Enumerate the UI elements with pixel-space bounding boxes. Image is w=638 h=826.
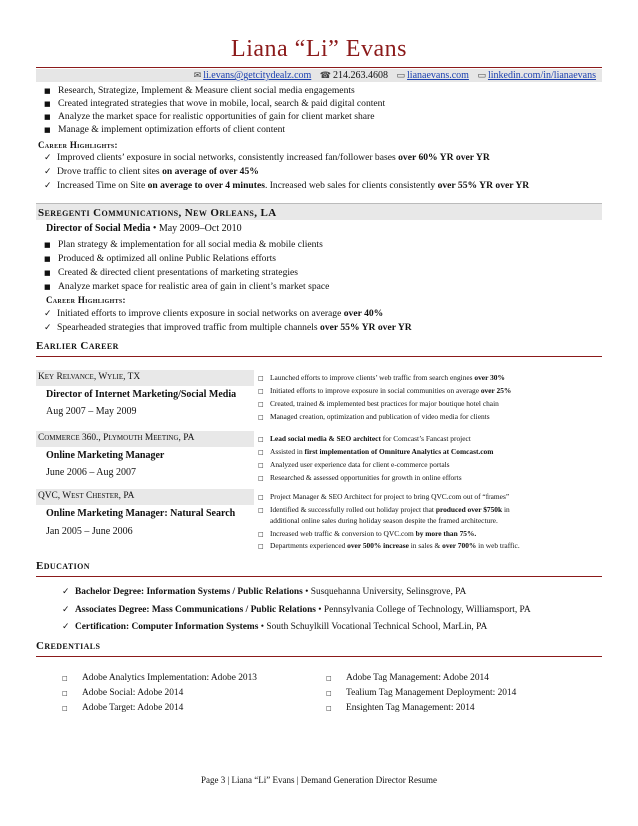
list-item: ■ Analyze market space for realistic area of gain in client’s market space bbox=[44, 281, 330, 292]
section-rule bbox=[36, 576, 602, 577]
section-title-earlier-career: Earlier Career bbox=[36, 340, 119, 352]
section-title-credentials: Credentials bbox=[36, 640, 101, 652]
square-bullet-icon: ■ bbox=[44, 100, 51, 108]
email-icon: ✉ bbox=[193, 71, 202, 81]
list-item: □ Assisted in first implementation of Omniture Analytics at Comcast.com bbox=[258, 447, 494, 456]
hollow-square-icon: □ bbox=[326, 705, 332, 712]
list-item: □ Adobe Social: Adobe 2014 bbox=[62, 688, 184, 698]
name-divider bbox=[36, 67, 602, 68]
hollow-square-icon: □ bbox=[258, 507, 264, 514]
list-item: □ Initiated efforts to improve exposure in social communities on average over 25% bbox=[258, 386, 512, 395]
divider bbox=[36, 203, 602, 204]
section-rule bbox=[36, 656, 602, 657]
checkmark-icon: ✓ bbox=[62, 605, 70, 615]
list-item: □ Increased web traffic & conversion to QVC.com by more than 75%. bbox=[258, 529, 477, 538]
list-item: ✓ Increased Time on Site on average to over 4 minutes. Increased web sales for clients consistently over 55% YR over YR bbox=[44, 180, 530, 191]
list-item: □ Created, trained & implemented best practices for major boutique hotel chain bbox=[258, 399, 499, 408]
employer-name: Key Relvance, Wylie, TX bbox=[38, 372, 141, 382]
job-role: Online Marketing Manager: Natural Search bbox=[46, 508, 236, 519]
job-role: Director of Social Media • May 2009–Oct 2010 bbox=[46, 223, 242, 234]
hollow-square-icon: □ bbox=[258, 375, 264, 382]
checkmark-icon: ✓ bbox=[44, 323, 52, 333]
checkmark-icon: ✓ bbox=[62, 622, 70, 632]
phone-number: 214.263.4608 bbox=[333, 70, 389, 81]
contact-bar bbox=[36, 69, 602, 82]
list-item-continuation: additional online sales during holiday season despite the framed architecture. bbox=[270, 516, 498, 525]
list-item: □ Launched efforts to improve clients’ web traffic from search engines over 30% bbox=[258, 373, 505, 382]
hollow-square-icon: □ bbox=[258, 388, 264, 395]
job-dates: June 2006 – Aug 2007 bbox=[46, 467, 136, 478]
checkmark-icon: ✓ bbox=[44, 167, 52, 177]
hollow-square-icon: □ bbox=[258, 531, 264, 538]
website-link[interactable]: lianaevans.com bbox=[407, 70, 469, 81]
list-item: ■ Plan strategy & implementation for all social media & mobile clients bbox=[44, 239, 323, 250]
hollow-square-icon: □ bbox=[62, 675, 68, 682]
square-bullet-icon: ■ bbox=[44, 126, 51, 134]
phone-icon: ☎ bbox=[319, 71, 332, 81]
list-item: ■ Produced & optimized all online Public Relations efforts bbox=[44, 253, 277, 264]
laptop-icon: ▭ bbox=[477, 71, 486, 81]
list-item: ✓ Certification: Computer Information Systems • South Schuylkill Vocational Technical School, MarLin, PA bbox=[62, 622, 488, 632]
hollow-square-icon: □ bbox=[258, 543, 264, 550]
section-rule bbox=[36, 356, 602, 357]
list-item: □ Adobe Target: Adobe 2014 bbox=[62, 703, 184, 713]
employer-name: Commerce 360., Plymouth Meeting, PA bbox=[38, 433, 195, 443]
linkedin-link[interactable]: linkedin.com/in/lianaevans bbox=[487, 70, 596, 81]
list-item: ✓ Drove traffic to client sites on average of over 45% bbox=[44, 166, 259, 177]
job-dates: Jan 2005 – June 2006 bbox=[46, 526, 133, 537]
candidate-name: Liana “Li” Evans bbox=[231, 36, 407, 62]
hollow-square-icon: □ bbox=[326, 675, 332, 682]
highlights-label: Career Highlights: bbox=[46, 295, 126, 305]
list-item: □ Managed creation, optimization and publication of video media for clients bbox=[258, 412, 490, 421]
list-item: □ Ensighten Tag Management: 2014 bbox=[326, 703, 475, 713]
email-link[interactable]: li.evans@getcitydealz.com bbox=[203, 70, 312, 81]
highlights-label: Career Highlights: bbox=[38, 140, 118, 150]
job-role: Director of Internet Marketing/Social Media bbox=[46, 389, 237, 400]
list-item: ■ Manage & implement optimization efforts of client content bbox=[44, 124, 286, 135]
checkmark-icon: ✓ bbox=[62, 587, 70, 597]
hollow-square-icon: □ bbox=[258, 462, 264, 469]
hollow-square-icon: □ bbox=[62, 690, 68, 697]
list-item: □ Adobe Analytics Implementation: Adobe 2013 bbox=[62, 673, 257, 683]
list-item: □ Researched & assessed opportunities for growth in online efforts bbox=[258, 473, 462, 482]
section-title-education: Education bbox=[36, 560, 90, 572]
list-item: □ Analyzed user experience data for client e-commerce portals bbox=[258, 460, 450, 469]
list-item: ✓ Improved clients’ exposure in social networks, consistently increased fan/follower bases over 60% YR over YR bbox=[44, 152, 490, 163]
list-item: ✓ Spearheaded strategies that improved traffic from multiple channels over 55% YR over YR bbox=[44, 322, 412, 333]
hollow-square-icon: □ bbox=[62, 705, 68, 712]
list-item: ✓ Initiated efforts to improve clients exposure in social networks on average over 40% bbox=[44, 308, 384, 319]
hollow-square-icon: □ bbox=[326, 690, 332, 697]
employer-name: QVC, West Chester, PA bbox=[38, 491, 135, 501]
job-dates: Aug 2007 – May 2009 bbox=[46, 406, 137, 417]
laptop-icon: ▭ bbox=[396, 71, 406, 81]
square-bullet-icon: ■ bbox=[44, 283, 51, 291]
list-item: □ Project Manager & SEO Architect for project to bring QVC.com out of “frames” bbox=[258, 492, 510, 501]
checkmark-icon: ✓ bbox=[44, 181, 52, 191]
square-bullet-icon: ■ bbox=[44, 87, 51, 95]
square-bullet-icon: ■ bbox=[44, 241, 51, 249]
list-item: □ Adobe Tag Management: Adobe 2014 bbox=[326, 673, 489, 683]
hollow-square-icon: □ bbox=[258, 436, 264, 443]
list-item: □ Identified & successfully rolled out holiday project that produced over $750k in bbox=[258, 505, 510, 514]
list-item: □ Tealium Tag Management Deployment: 2014 bbox=[326, 688, 517, 698]
list-item: ■ Created & directed client presentations of marketing strategies bbox=[44, 267, 299, 278]
job-role: Online Marketing Manager bbox=[46, 450, 165, 461]
list-item: □ Lead social media & SEO architect for Comcast’s Fancast project bbox=[258, 434, 471, 443]
list-item: ✓ Bachelor Degree: Information Systems / Public Relations • Susquehanna University, Selinsgrove, PA bbox=[62, 587, 467, 597]
hollow-square-icon: □ bbox=[258, 414, 264, 421]
page-footer: Page 3 | Liana “Li” Evans | Demand Generation Director Resume bbox=[200, 775, 438, 785]
list-item: ■ Created integrated strategies that wove in mobile, local, search & paid digital content bbox=[44, 98, 386, 109]
hollow-square-icon: □ bbox=[258, 475, 264, 482]
square-bullet-icon: ■ bbox=[44, 255, 51, 263]
list-item: ■ Research, Strategize, Implement & Measure client social media engagements bbox=[44, 85, 355, 96]
list-item: ✓ Associates Degree: Mass Communications / Public Relations • Pennsylvania College of Technology, Williamsport, PA bbox=[62, 605, 531, 615]
hollow-square-icon: □ bbox=[258, 449, 264, 456]
checkmark-icon: ✓ bbox=[44, 153, 52, 163]
hollow-square-icon: □ bbox=[258, 494, 264, 501]
list-item: ■ Analyze the market space for realistic opportunities of gain for client market share bbox=[44, 111, 375, 122]
square-bullet-icon: ■ bbox=[44, 113, 51, 121]
company-name: Seregenti Communications, New Orleans, LA bbox=[38, 207, 277, 219]
list-item: □ Departments experienced over 500% increase in sales & over 700% in web traffic. bbox=[258, 541, 520, 550]
checkmark-icon: ✓ bbox=[44, 309, 52, 319]
hollow-square-icon: □ bbox=[258, 401, 264, 408]
square-bullet-icon: ■ bbox=[44, 269, 51, 277]
